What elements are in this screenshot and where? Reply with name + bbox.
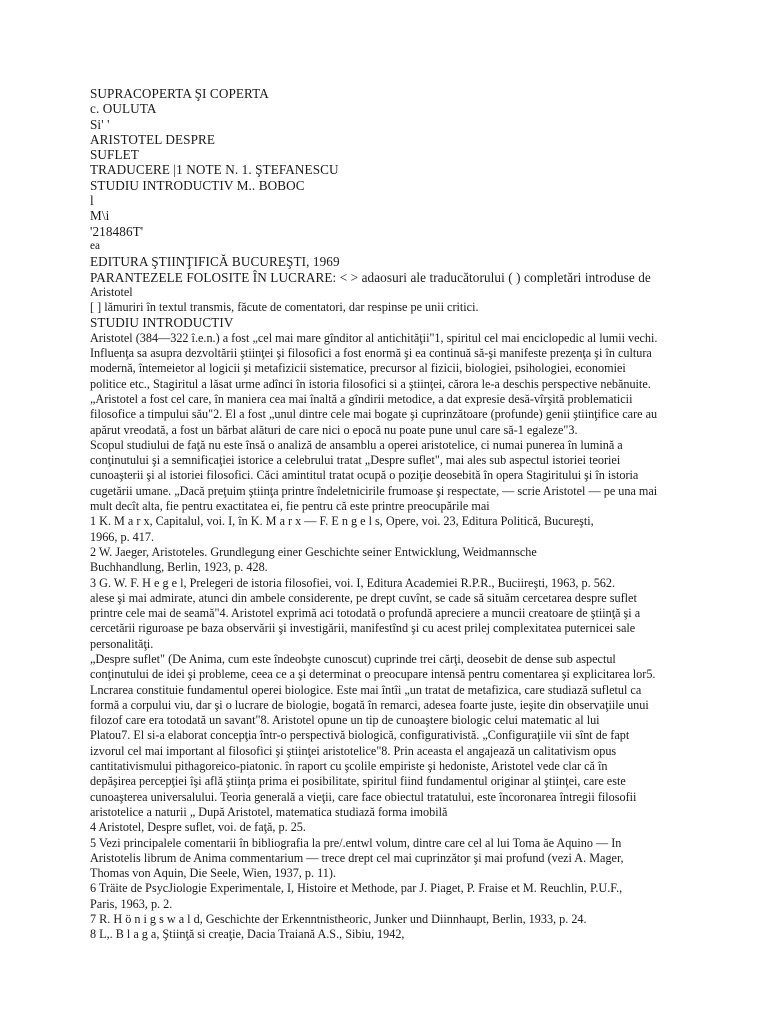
text-line: '218486T'	[90, 223, 144, 239]
text-line: Aristotelis librum de Anima commentarium — trece drept cel mai cuprinzător şi mai profund (vezi A. Mager,	[90, 850, 624, 865]
text-line: Thomas von Aquin, Die Seele, Wien, 1937, p. 11).	[90, 866, 336, 881]
text-line: STUDIU INTRODUCTIV M.. BOBOC	[90, 177, 305, 193]
text-line: mult decît alta, fie pentru exactitatea ei, fie pentru că este printre preocupările mai	[90, 499, 490, 514]
text-line: STUDIU INTRODUCTIV	[90, 315, 234, 331]
text-line: PARANTEZELE FOLOSITE ÎN LUCRARE: < > adaosuri ale traducătorului ( ) completări introduse de	[90, 269, 651, 285]
text-line: SUPRACOPERTA ŞI COPERTA	[90, 86, 269, 101]
text-line: Aristotel (384—322 î.e.n.) a fost „cel mai mare gînditor al antichităţii"1, spiritul cel mai enciclopedic al lumii vechi.	[90, 330, 658, 345]
text-line: „Aristotel a fost cel care, în maniera cea mai înaltă a gîndirii metodice, a dat expresie desă-vîrşită problematicii	[90, 391, 633, 406]
text-line: politice etc., Stagiritul a lăsat urme adînci în istoria filosofici si a ştiinţei, cărora le-a deschis perspective nebănuite.	[90, 376, 651, 391]
text-line: c. OULUTA	[90, 101, 157, 117]
text-line: SUFLET	[90, 147, 139, 163]
text-line: personalităţi.	[90, 636, 154, 651]
text-line: Platou7. El si-a elaborat concepţia într-o perspectivă biologică, configurativistă. „Configuraţiile vii sînt de fapt	[90, 728, 630, 743]
text-line: ea	[90, 239, 100, 252]
text-line: 1966, p. 417.	[90, 529, 154, 544]
text-line: alese şi mai admirate, atunci din ambele considerente, pe drept cuvînt, se cade să situăm cercetarea despre suflet	[90, 590, 637, 605]
text-line: Aristotel	[90, 284, 133, 299]
text-line: „Despre suflet" (De Anima, cum este îndeobşte cunoscut) cuprinde trei cărţi, deosebit de dense sub aspectul	[90, 651, 616, 666]
text-line: l	[90, 193, 94, 209]
text-line: conţinutului de idei şi probleme, ceea ce a şi determinat o preocupare intensă pentru comentarea şi explicitarea lor5.	[90, 667, 656, 682]
text-line: filozof care era totodată un savant"8. Aristotel opune un tip de cunoaştere biologic celui matematic al lui	[90, 713, 600, 728]
text-line: Influenţa sa asupra dezvoltării ştiinţei şi filosofici a fost enormă şi ea continuă să-şi manifeste prezenţa şi în cultura	[90, 346, 652, 361]
text-line: 7 R. H ö n i g s w a l d, Geschichte der Erkenntnistheoric, Junker und Diinnhaupt, Berlin, 1933, p. 24.	[90, 912, 587, 927]
text-line: 4 Aristotel, Despre suflet, voi. de faţă, p. 25.	[90, 820, 306, 835]
text-line: modernă, întemeietor al logicii şi metafizicii sistematice, precursor al fizicii, biologiei, psihologiei, economiei	[90, 361, 626, 376]
document-page	[90, 86, 750, 943]
text-line: depăşirea percepţiei îşi află ştiinţa prima ei posibilitate, spiritul fiind fundamentul originar al ştiinţei, care este	[90, 774, 626, 789]
text-line: 6 Träite de PsycJiologie Experimentale, I, Histoire et Methode, par J. Piaget, P. Fraise et M. Reuchlin, P.U.F.,	[90, 881, 623, 896]
text-line: formă a corpului viu, dar şi o lucrare de biologie, bogată în remarci, adesea foarte juste, ieşite din observaţiile unui	[90, 697, 649, 712]
text-line: filosofice a timpului său"2. El a fost „unul dintre cele mai bogate şi cuprinzătoare (profunde) genii ştiinţifice care au	[90, 407, 658, 422]
text-line: Lncrarea constituie fundamentul operei biologice. Este mai întîi „un tratat de metafizica, care studiază sufletul ca	[90, 682, 642, 697]
text-line: EDITURA ŞTIINŢIFICĂ BUCUREŞTI, 1969	[90, 254, 340, 270]
text-line: cercetării riguroase pe baza observării şi investigării, manifestînd şi cu acest prilej complexitatea puternicei sale	[90, 621, 636, 636]
text-line: cunoaşterea universalului. Teoria generală a vieţii, care face obiectul tratatului, este încoronarea întregii filosofii	[90, 789, 637, 804]
text-line: apărut vreodată, a fost un bărbat alături de care nici o epocă nu poate pune unul care să-1 egaleze"3.	[90, 422, 578, 437]
text-line: 1 K. M a r x, Capitalul, voi. I, în K. M a r x — F. E n g e l s, Opere, voi. 23, Editura Politică, Bucureşti,	[90, 514, 594, 529]
text-line: conţinutului şi a semnificaţiei istorice a celebrului tratat „Despre suflet", mai ales sub aspectul istoriei teoriei	[90, 453, 621, 468]
text-line: ARISTOTEL DESPRE	[90, 131, 216, 147]
text-line: printre cele mai de seamă"4. Aristotel exprimă aci totodată o profundă apreciere a muncii creatoare de ştiinţă şi a	[90, 606, 641, 621]
text-line: 2 W. Jaeger, Aristoteles. Grundlegung einer Geschichte seiner Entwicklung, Weidmannsche	[90, 544, 537, 559]
text-line: cunoaşterii şi al istoriei filosofici. Căci amintitul tratat ocupă o poziţie deosebită în opera Stagiritului şi în istoria	[90, 468, 639, 483]
text-line: Si' '	[90, 116, 110, 132]
text-line: 8 L,. B l a g a, Ştiinţă si creaţie, Dacia Traiană A.S., Sibiu, 1942,	[90, 927, 405, 942]
text-line: TRADUCERE |1 NOTE N. 1. ŞTEFANESCU	[90, 162, 339, 178]
text-line: M\i	[90, 208, 110, 224]
text-line: cugetării umane. „Dacă preţuim ştiinţa printre îndeletnicirile frumoase şi respectate, — scrie Aristotel — pe una mai	[90, 483, 658, 498]
text-line: izvorul cel mai important al filosofici şi ştiinţei aristotelice"8. Prin aceasta el angajează un calitativism opus	[90, 743, 617, 758]
text-line: aristotelice a naturii „ După Aristotel, matematica studiază forma imobilă	[90, 804, 448, 819]
text-line: Buchhandlung, Berlin, 1923, p. 428.	[90, 560, 268, 575]
text-line: [ ] lămuriri în textul transmis, făcute de comentatori, dar respinse pe unii critici.	[90, 300, 479, 315]
text-line: cantitativismului pithagoreico-piatonic. în raport cu şcolile empiriste şi hedoniste, Aristotel vede clar că în	[90, 759, 608, 774]
text-line: Paris, 1963, p. 2.	[90, 896, 173, 911]
text-line: 5 Vezi principalele comentarii în bibliografia la pre/.entwl volum, dintre care cel al lui Toma ăe Aquino — In	[90, 835, 622, 850]
text-line: Scopul studiului de faţă nu este însă o analiză de ansamblu a operei aristotelice, ci numai punerea în lumină a	[90, 437, 623, 452]
text-line: 3 G. W. F. H e g e l, Prelegeri de istoria filosofiei, voi. I, Editura Academiei R.P.R., Buciireşti, 1963, p. 562.	[90, 575, 616, 590]
